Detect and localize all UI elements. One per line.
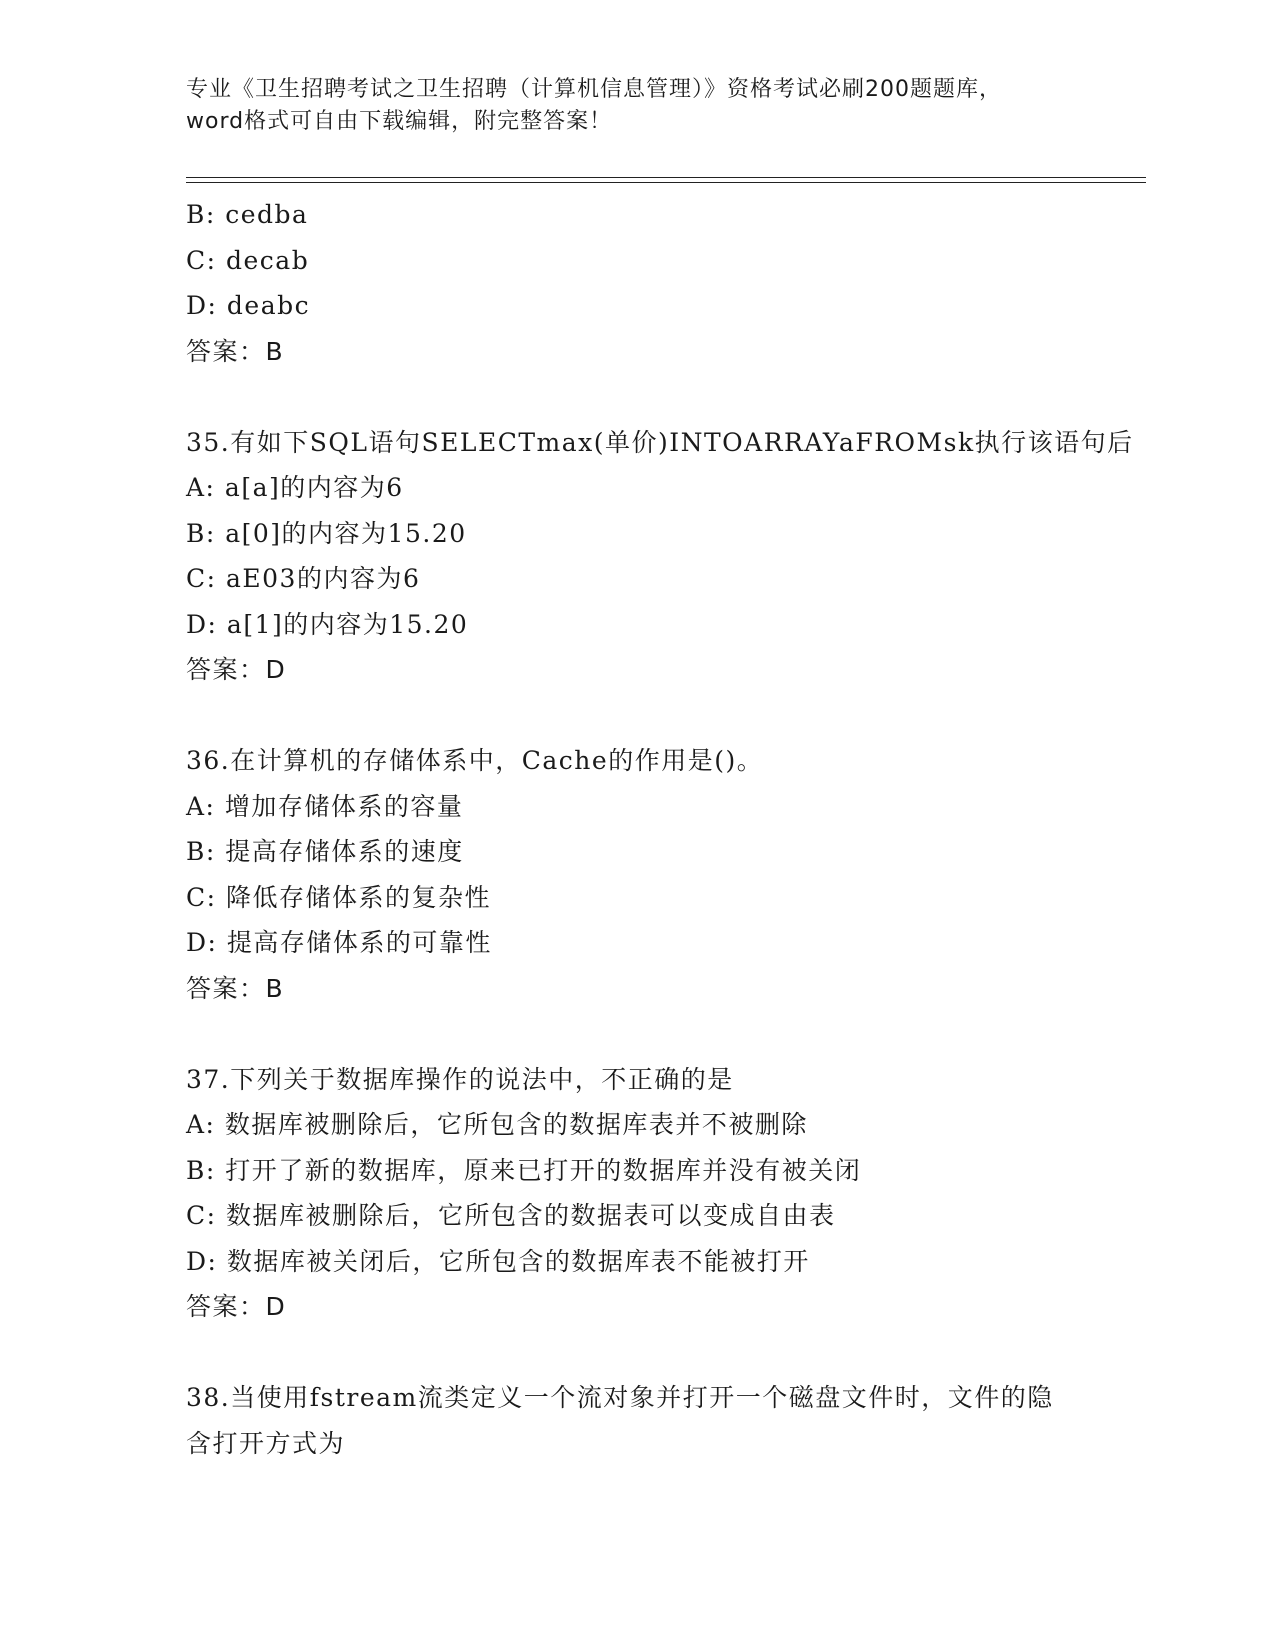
spacer <box>186 374 1146 420</box>
option-c: C: aE03的内容为6 <box>186 564 421 593</box>
header-title-line-2: word格式可自由下载编辑，附完整答案！ <box>186 109 613 134</box>
question-stem: 38.当使用fstream流类定义一个流对象并打开一个磁盘文件时，文件的隐含打开方式为 <box>186 1383 1054 1458</box>
answer-line: 答案：B <box>186 973 285 1003</box>
question-stem: 35.有如下SQL语句SELECTmax(单价)INTOARRAYaFROMsk执行该语句后 <box>186 427 1134 457</box>
document-header <box>186 74 1086 138</box>
question-35 <box>186 420 1146 693</box>
spacer <box>186 1011 1146 1057</box>
option-b: B: cedba <box>186 200 309 229</box>
option-a: A: 数据库被删除后，它所包含的数据库表并不被删除 <box>186 1110 808 1139</box>
spacer <box>186 693 1146 739</box>
option-b: B: a[0]的内容为15.20 <box>186 518 467 548</box>
option-c: C: 降低存储体系的复杂性 <box>186 882 491 912</box>
question-stem: 37.下列关于数据库操作的说法中，不正确的是 <box>186 1064 734 1094</box>
answer-line: 答案：D <box>186 1292 287 1321</box>
question-38 <box>186 1375 1146 1466</box>
option-d: D: 数据库被关闭后，它所包含的数据库表不能被打开 <box>186 1246 810 1276</box>
spacer <box>186 1330 1146 1376</box>
option-d: D: 提高存储体系的可靠性 <box>186 928 492 957</box>
previous-question-tail <box>186 192 1146 374</box>
option-b: B: 打开了新的数据库，原来已打开的数据库并没有被关闭 <box>186 1155 862 1185</box>
question-stem: 36.在计算机的存储体系中，Cache的作用是()。 <box>186 746 764 775</box>
answer-line: 答案：B <box>186 336 285 366</box>
option-d: D: a[1]的内容为15.20 <box>186 609 469 639</box>
option-c: C: decab <box>186 245 310 275</box>
option-d: D: deabc <box>186 291 311 320</box>
option-c: C: 数据库被删除后，它所包含的数据表可以变成自由表 <box>186 1201 836 1230</box>
question-37 <box>186 1057 1146 1330</box>
option-a: A: a[a]的内容为6 <box>186 473 404 502</box>
question-36 <box>186 738 1146 1011</box>
header-title-line-1: 专业《卫生招聘考试之卫生招聘（计算机信息管理）》资格考试必刷200题题库， <box>186 77 1002 102</box>
answer-line: 答案：D <box>186 655 287 684</box>
header-divider-bottom <box>186 182 1146 183</box>
option-b: B: 提高存储体系的速度 <box>186 837 464 866</box>
header-divider-top <box>186 177 1146 178</box>
option-a: A: 增加存储体系的容量 <box>186 791 464 821</box>
question-list <box>186 192 1146 1466</box>
